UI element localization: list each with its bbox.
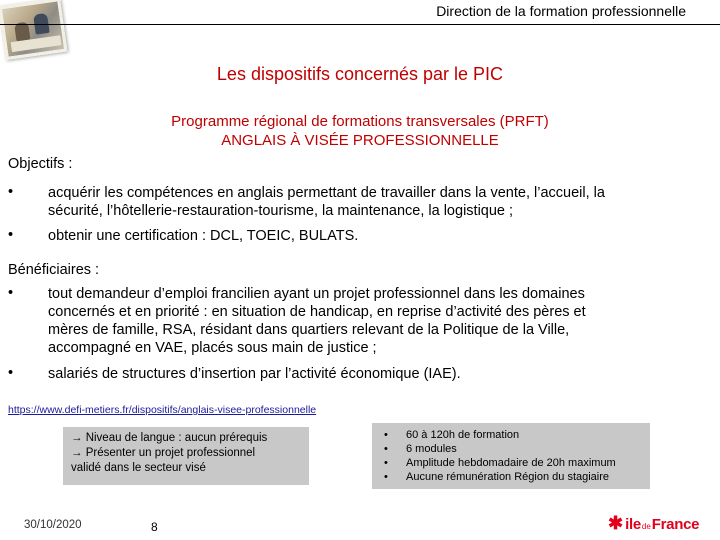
header-title: Direction de la formation professionnelle [436,3,686,19]
beneficiaires-bullet-2 [48,365,660,383]
training-detail-text: 6 modules [406,443,457,455]
slide-subtitle-line2: ANGLAIS À VISÉE PROFESSIONNELLE [221,132,499,149]
beneficiaires-bullet-1-line-1: tout demandeur d’emploi francilien ayant un projet professionnel dans les domaines [48,286,585,302]
training-detail-text: Amplitude hebdomadaire de 20h maximum [406,457,616,469]
objectifs-bullet-2-symbol: • [8,227,14,243]
beneficiaires-bullet-1-symbol: • [8,285,14,301]
prerequisites-line-3: validé dans le secteur visé [71,462,206,474]
slide-subtitle-line1: Programme régional de formations transversales (PRFT) [171,113,549,130]
page-number: 8 [151,520,158,534]
training-detail-item [372,470,650,484]
bullet-icon: • [384,471,388,483]
logo-word-de: de [641,522,651,531]
training-details-box [372,423,650,489]
beneficiaires-bullet-1 [48,285,660,357]
logo-word-ile: ile [625,516,641,533]
logo-word-france: France [651,516,700,533]
beneficiaires-bullet-2-symbol: • [8,365,14,381]
training-detail-item [372,442,650,456]
bullet-icon: • [384,443,388,455]
logo-star-icon: ✱ [608,513,624,533]
header-divider [0,24,720,25]
beneficiaires-heading: Bénéficiaires : [8,262,100,278]
training-detail-text: 60 à 120h de formation [406,429,520,441]
iledefrance-logo [608,513,699,533]
beneficiaires-bullet-1-line-2: concernés et en priorité : en situation de handicap, en reprise d’activité des pères et [48,304,586,320]
prerequisites-line-2: → Présenter un projet professionnel [71,447,256,459]
objectifs-bullet-1 [48,184,660,220]
objectifs-bullet-2 [48,227,660,245]
bullet-icon: • [384,429,388,441]
objectifs-heading: Objectifs : [8,156,73,172]
slide-title: Les dispositifs concernés par le PIC [216,64,504,84]
beneficiaires-bullet-1-line-3: mères de famille, RSA, résidant dans quartiers relevant de la Politique de la Ville, [48,322,570,338]
objectifs-bullet-2-line-1: obtenir une certification : DCL, TOEIC, BULATS. [48,228,359,244]
footer-date: 30/10/2020 [24,519,82,531]
training-detail-item [372,456,650,470]
prerequisites-box [63,427,309,485]
objectifs-bullet-1-symbol: • [8,184,14,200]
prerequisites-line-1: → Niveau de langue : aucun prérequis [71,432,268,444]
training-detail-text: Aucune rémunération Région du stagiaire [406,471,610,483]
header-photo [0,0,67,60]
objectifs-bullet-1-line-2: sécurité, l’hôtellerie-restauration-tourisme, la maintenance, la logistique ; [48,203,514,219]
beneficiaires-bullet-2-line-1: salariés de structures d’insertion par l’activité économique (IAE). [48,366,461,382]
dispositif-link[interactable]: https://www.defi-metiers.fr/dispositifs/anglais-visee-professionnelle [8,404,317,416]
objectifs-bullet-1-line-1: acquérir les compétences en anglais permettant de travailler dans la vente, l’accueil, la [48,185,605,201]
bullet-icon: • [384,457,388,469]
beneficiaires-bullet-1-line-4: accompagné en VAE, placés sous main de justice ; [48,340,377,356]
training-detail-item [372,428,650,442]
